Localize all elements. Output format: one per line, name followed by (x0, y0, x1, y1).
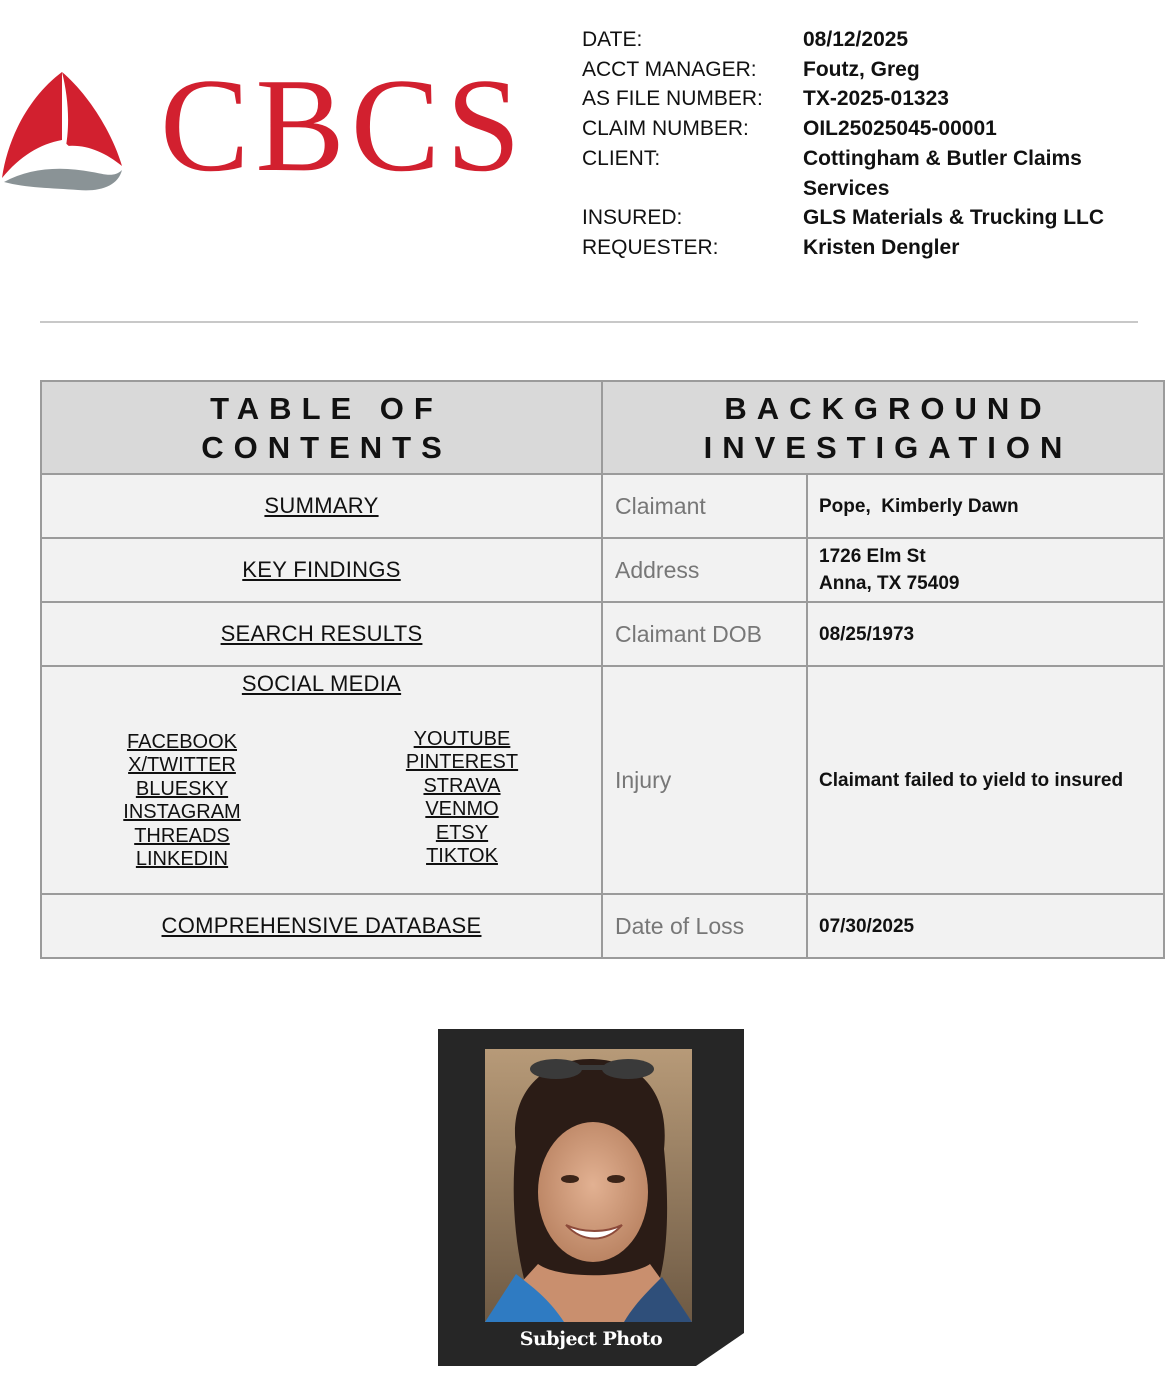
toc-header-line: CONTENTS (201, 429, 452, 465)
toc-header-line: TABLE OF (210, 390, 443, 426)
subject-photo-frame (438, 1029, 744, 1366)
address-line: 1726 Elm St (819, 546, 926, 567)
injury-label: Injury (602, 666, 807, 894)
social-title-wrap (42, 671, 601, 697)
injury-value: Claimant failed to yield to insured (807, 666, 1164, 894)
date-of-loss-label: Date of Loss (602, 894, 807, 958)
social-link-instagram[interactable]: INSTAGRAM (123, 801, 241, 824)
social-link-youtube[interactable]: YOUTUBE (413, 728, 511, 750)
address-label: Address (602, 538, 807, 602)
social-link-x-twitter[interactable]: X/TWITTER (128, 754, 236, 777)
toc-link-comprehensive-database[interactable]: COMPREHENSIVE DATABASE (161, 913, 482, 938)
logo-wordmark: CBCS (160, 51, 527, 199)
social-link-bluesky[interactable]: BLUESKY (135, 777, 229, 800)
social-link-strava[interactable]: STRAVA (423, 774, 501, 797)
meta-value: GLS Materials & Trucking LLC (803, 206, 1105, 230)
investigation-table (40, 380, 1163, 960)
meta-label: AS FILE NUMBER: (582, 87, 763, 111)
cbcs-logo (0, 51, 560, 199)
toc-link-social-media[interactable]: SOCIAL MEDIA (241, 671, 402, 696)
meta-row-insured (582, 203, 1162, 233)
meta-value: 08/12/2025 (803, 28, 909, 51)
meta-row-requester (582, 233, 1162, 263)
background-header-line: INVESTIGATION (703, 429, 1073, 465)
meta-label: INSURED: (582, 206, 683, 230)
toc-header (41, 381, 602, 474)
social-link-pinterest[interactable]: PINTEREST (405, 751, 519, 774)
meta-row-file-number (582, 84, 1162, 114)
meta-value: TX-2025-01323 (803, 87, 949, 111)
meta-value: Kristen Dengler (803, 235, 960, 259)
meta-value: OIL25025045-00001 (803, 117, 997, 141)
meta-row-acct-manager (582, 55, 1162, 85)
social-link-linkedin[interactable]: LINKEDIN (135, 848, 229, 871)
meta-label: CLIENT: (582, 146, 661, 170)
logo-mark-icon (0, 66, 130, 196)
photo-caption: Subject Photo (519, 1328, 663, 1350)
social-link-facebook[interactable]: FACEBOOK (126, 731, 238, 753)
claimant-label: Claimant (602, 474, 807, 538)
social-links-left (102, 731, 262, 871)
social-link-venmo[interactable]: VENMO (425, 798, 499, 821)
social-media-block (42, 667, 601, 891)
meta-label: REQUESTER: (582, 235, 719, 259)
divider (40, 321, 1138, 323)
meta-row-date (582, 25, 1162, 55)
meta-value: Foutz, Greg (803, 57, 920, 81)
address-value (807, 538, 1164, 602)
toc-cell-social (41, 666, 602, 894)
toc-link-search-results[interactable]: SEARCH RESULTS (220, 621, 423, 646)
toc-link-key-findings[interactable]: KEY FINDINGS (242, 557, 401, 582)
toc-cell (41, 602, 602, 666)
meta-label: DATE: (582, 28, 643, 51)
meta-row-client (582, 144, 1162, 203)
toc-cell (41, 474, 602, 538)
background-header (602, 381, 1164, 474)
date-of-loss-value: 07/30/2025 (807, 894, 1164, 958)
social-links-right (382, 728, 542, 868)
report-meta (582, 25, 1162, 263)
dob-label: Claimant DOB (602, 602, 807, 666)
claimant-value: Pope, Kimberly Dawn (807, 474, 1164, 538)
meta-label: CLAIM NUMBER: (582, 117, 749, 141)
meta-value-line: Services (803, 176, 890, 200)
toc-cell (41, 538, 602, 602)
meta-label: ACCT MANAGER: (582, 57, 757, 81)
meta-value (803, 144, 1162, 203)
address-line: Anna, TX 75409 (819, 573, 960, 594)
meta-row-claim-number (582, 114, 1162, 144)
social-link-threads[interactable]: THREADS (134, 824, 230, 847)
dob-value: 08/25/1973 (807, 602, 1164, 666)
toc-link-summary[interactable]: SUMMARY (264, 493, 379, 518)
subject-photo (438, 1029, 744, 1366)
social-link-etsy[interactable]: ETSY (435, 821, 489, 844)
toc-cell (41, 894, 602, 958)
social-link-tiktok[interactable]: TIKTOK (426, 845, 498, 868)
meta-value-line: Cottingham & Butler Claims (803, 146, 1082, 170)
background-header-line: BACKGROUND (724, 390, 1052, 426)
